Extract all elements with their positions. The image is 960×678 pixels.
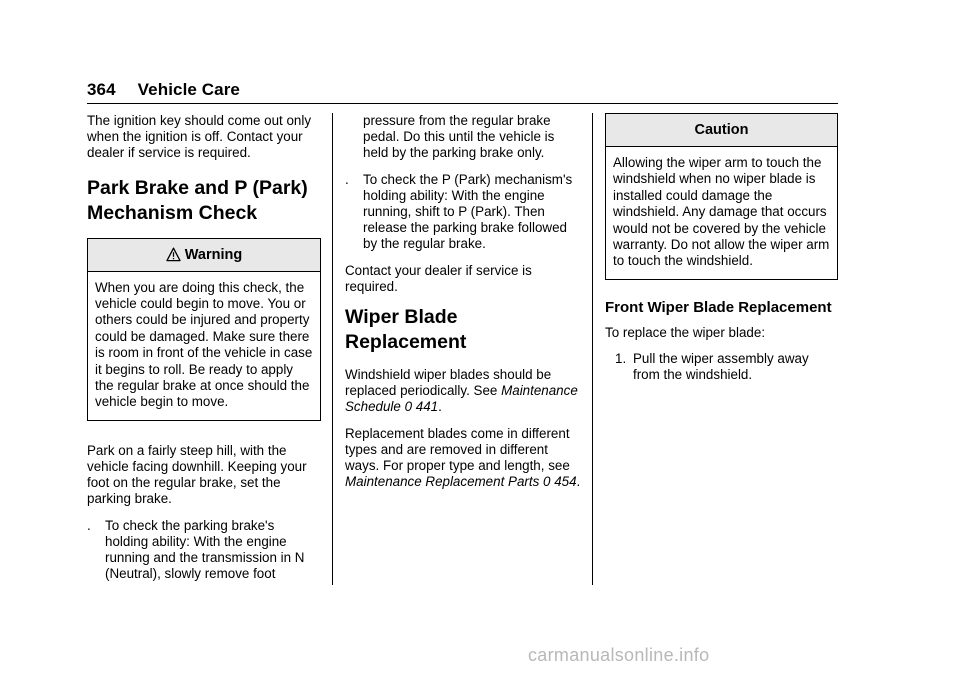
paragraph-text: Replacement blades come in different types and are removed in different ways. For proper type and length, see: [345, 425, 570, 474]
page-reference[interactable]: [543, 474, 577, 489]
ignition-key-paragraph: The ignition key should come out only when the ignition is off. Contact your dealer if service is required.: [87, 113, 312, 161]
period: .: [438, 399, 442, 415]
warning-title: Warning: [184, 246, 243, 263]
blade-types-paragraph: [345, 426, 581, 491]
bullet-text: To check the parking brake's holding ability: With the engine running and the transmission in N (Neutral), slowly remove foot: [105, 517, 305, 582]
caution-box: [605, 113, 838, 280]
column-1: [87, 113, 321, 592]
wiper-replacement-heading: Wiper Blade Replacement: [345, 306, 467, 354]
xref-page: 441: [415, 399, 439, 415]
xref-page: 454: [554, 474, 577, 490]
column-2: [345, 113, 581, 500]
xref-symbol: 0: [543, 474, 551, 490]
bullet-text: To check the P (Park) mechanism's holding ability: With the engine running, shift to P (Park). Then release the parking brake followed by the regular brake.: [363, 171, 573, 252]
warning-header: [88, 239, 320, 272]
list-item: [345, 172, 581, 253]
page-header: [87, 80, 240, 100]
step-number: 1.: [615, 351, 627, 367]
caution-body: Allowing the wiper arm to touch the windshield when no wiper blade is installed could damage the windshield. Any damage that occurs would not be covered by the vehicle warranty. Do not allow the wiper arm to touch the windshield.: [613, 155, 830, 269]
warning-box: [87, 238, 321, 421]
column-3: [605, 113, 838, 383]
maintenance-schedule-link[interactable]: Maintenance Schedule: [345, 383, 578, 415]
front-wiper-heading: Front Wiper Blade Replacement: [605, 298, 832, 316]
xref-symbol: 0: [404, 399, 413, 415]
warning-body: When you are doing this check, the vehicle could begin to move. You or others could be injured and property could be damaged. Make sure there is room in front of the vehicle in case it begins to roll. Be ready to apply the regular brake at once should the vehicle begin to move.: [95, 279, 313, 410]
maintenance-parts-link[interactable]: Maintenance Replacement Parts: [345, 474, 540, 490]
replace-intro: To replace the wiper blade:: [605, 324, 766, 340]
bullet-marker: .: [87, 517, 91, 533]
paragraph-text: Windshield wiper blades should be replaced periodically. See: [345, 367, 552, 399]
column-divider-1: [332, 113, 333, 585]
bullet-continuation: pressure from the regular brake pedal. Do this until the vehicle is held by the parking brake only.: [363, 113, 555, 161]
section-title: Vehicle Care: [137, 80, 240, 99]
bullet-marker: .: [345, 171, 349, 187]
wiper-replace-paragraph: [345, 367, 581, 416]
caution-header: Caution: [606, 114, 837, 147]
page-reference[interactable]: [405, 399, 439, 414]
watermark: carmanualsonline.info: [528, 645, 710, 665]
step-text: Pull the wiper assembly away from the windshield.: [633, 351, 809, 383]
park-hill-paragraph: Park on a fairly steep hill, with the vehicle facing downhill. Keeping your foot on the regular brake, set the parking brake.: [87, 442, 307, 507]
list-item: [87, 518, 321, 583]
header-rule: [87, 103, 838, 104]
list-item: [605, 351, 838, 383]
warning-icon: [166, 247, 181, 262]
period: .: [576, 474, 581, 490]
page-number: 364: [87, 80, 116, 99]
contact-dealer-paragraph: Contact your dealer if service is required.: [345, 262, 532, 294]
park-brake-heading: Park Brake and P (Park) Mechanism Check: [87, 176, 308, 224]
column-divider-2: [592, 113, 593, 585]
